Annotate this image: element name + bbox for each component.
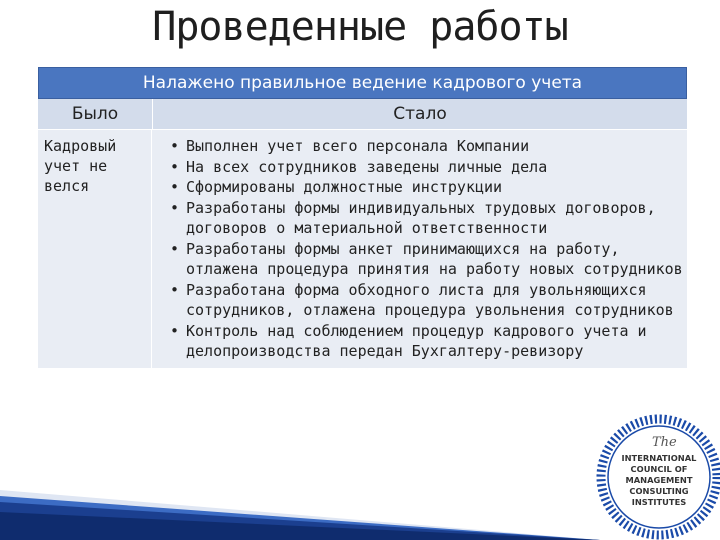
column-headers	[38, 99, 687, 130]
column-header-before: Было	[38, 99, 153, 129]
decorative-swoosh	[0, 450, 600, 540]
list-item: • Разработаны формы анкет принимающихся на работу, отлажена процедура принятия на работу новых сотрудников	[152, 239, 683, 280]
works-table	[38, 67, 687, 368]
table-row	[38, 130, 687, 368]
list-item: • Разработаны формы индивидуальных трудовых договоров, договоров о материальной ответственности	[152, 198, 683, 239]
after-list	[152, 136, 683, 362]
logo-script-word: The	[652, 435, 677, 450]
list-item: • Выполнен учет всего персонала Компании	[152, 136, 683, 157]
icmci-logo-seal	[596, 414, 720, 540]
list-item: • На всех сотрудников заведены личные дела	[152, 157, 683, 178]
list-item: • Контроль над соблюдением процедур кадрового учета и делопроизводства передан Бухгалтеру-ревизору	[152, 321, 683, 362]
logo-line: INSTITUTES	[631, 497, 687, 507]
list-item: • Разработана форма обходного листа для увольняющихся сотрудников, отлажена процедура увольнения сотрудников	[152, 280, 683, 321]
table-header: Налажено правильное ведение кадрового учета	[38, 67, 687, 99]
slide-title: Проведенные работы	[152, 4, 568, 50]
after-cell	[152, 130, 687, 368]
before-cell: Кадровый учет не велся	[38, 130, 152, 368]
column-header-after: Стало	[393, 104, 447, 124]
logo-line: MANAGEMENT	[625, 475, 693, 485]
logo-line: CONSULTING	[629, 486, 689, 496]
list-item: • Сформированы должностные инструкции	[152, 177, 683, 198]
logo-line: COUNCIL OF	[630, 464, 688, 474]
logo-line: INTERNATIONAL	[621, 453, 697, 463]
